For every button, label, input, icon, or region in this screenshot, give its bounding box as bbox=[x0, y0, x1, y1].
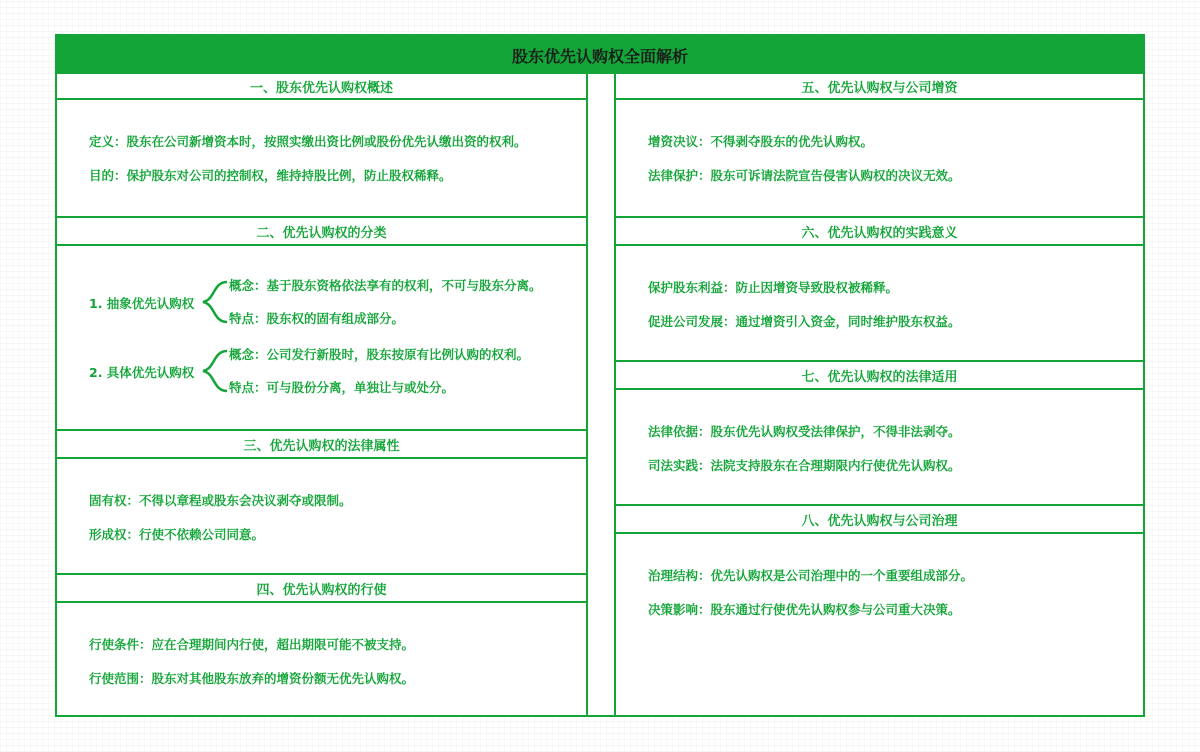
section-heading: 六、优先认购权的实践意义 bbox=[616, 216, 1143, 246]
section-heading: 七、优先认购权的法律适用 bbox=[616, 360, 1143, 390]
section-heading: 五、优先认购权与公司增资 bbox=[616, 74, 1143, 100]
section-heading: 四、优先认购权的行使 bbox=[57, 573, 586, 603]
right-column bbox=[614, 74, 1143, 715]
group-item: 概念：公司发行新股时，股东按原有比例认购的权利。 bbox=[229, 347, 530, 362]
content-line: 行使范围：股东对其他股东放弃的增资份额无优先认购权。 bbox=[89, 671, 415, 686]
content-line: 形成权：行使不依赖公司同意。 bbox=[89, 527, 265, 542]
group-label-concrete: 2. 具体优先认购权 bbox=[89, 365, 195, 380]
section-heading: 八、优先认购权与公司治理 bbox=[616, 504, 1143, 534]
definition-line: 定义：股东在公司新增资本时，按照实缴出资比例或股份优先认缴出资的权利。 bbox=[89, 134, 527, 149]
section-heading: 一、股东优先认购权概述 bbox=[57, 74, 586, 100]
content-line: 决策影响：股东通过行使优先认购权参与公司重大决策。 bbox=[648, 602, 961, 617]
group-item: 概念：基于股东资格依法享有的权利，不可与股东分离。 bbox=[229, 278, 542, 293]
page-title: 股东优先认购权全面解析 bbox=[57, 36, 1143, 74]
section-capital-increase bbox=[616, 74, 1143, 216]
brace-connector bbox=[199, 347, 231, 395]
content-line: 治理结构：优先认购权是公司治理中的一个重要组成部分。 bbox=[648, 568, 974, 583]
mindmap-frame bbox=[55, 34, 1145, 717]
section-exercise bbox=[57, 573, 586, 717]
content-line: 法律保护：股东可诉请法院宣告侵害认购权的决议无效。 bbox=[648, 168, 961, 183]
left-column bbox=[57, 74, 588, 715]
content-line: 促进公司发展：通过增资引入资金，同时维护股东权益。 bbox=[648, 314, 961, 329]
group-label-abstract: 1. 抽象优先认购权 bbox=[89, 296, 195, 311]
group-item: 特点：可与股份分离，单独让与或处分。 bbox=[229, 380, 455, 395]
content-line: 司法实践：法院支持股东在合理期限内行使优先认购权。 bbox=[648, 458, 961, 473]
section-practical-significance bbox=[616, 216, 1143, 360]
section-overview bbox=[57, 74, 586, 216]
content-line: 保护股东利益：防止因增资导致股权被稀释。 bbox=[648, 280, 899, 295]
section-legal-application bbox=[616, 360, 1143, 504]
section-heading: 三、优先认购权的法律属性 bbox=[57, 429, 586, 459]
content-line: 增资决议：不得剥夺股东的优先认购权。 bbox=[648, 134, 874, 149]
purpose-line: 目的：保护股东对公司的控制权，维持持股比例，防止股权稀释。 bbox=[89, 168, 452, 183]
section-legal-nature bbox=[57, 429, 586, 573]
group-item: 特点：股东权的固有组成部分。 bbox=[229, 311, 405, 326]
section-governance bbox=[616, 504, 1143, 717]
section-heading: 二、优先认购权的分类 bbox=[57, 216, 586, 246]
brace-connector bbox=[199, 278, 231, 326]
content-line: 固有权：不得以章程或股东会决议剥夺或限制。 bbox=[89, 493, 352, 508]
content-line: 法律依据：股东优先认购权受法律保护，不得非法剥夺。 bbox=[648, 424, 961, 439]
content-line: 行使条件：应在合理期间内行使，超出期限可能不被支持。 bbox=[89, 637, 415, 652]
section-classification bbox=[57, 216, 586, 429]
